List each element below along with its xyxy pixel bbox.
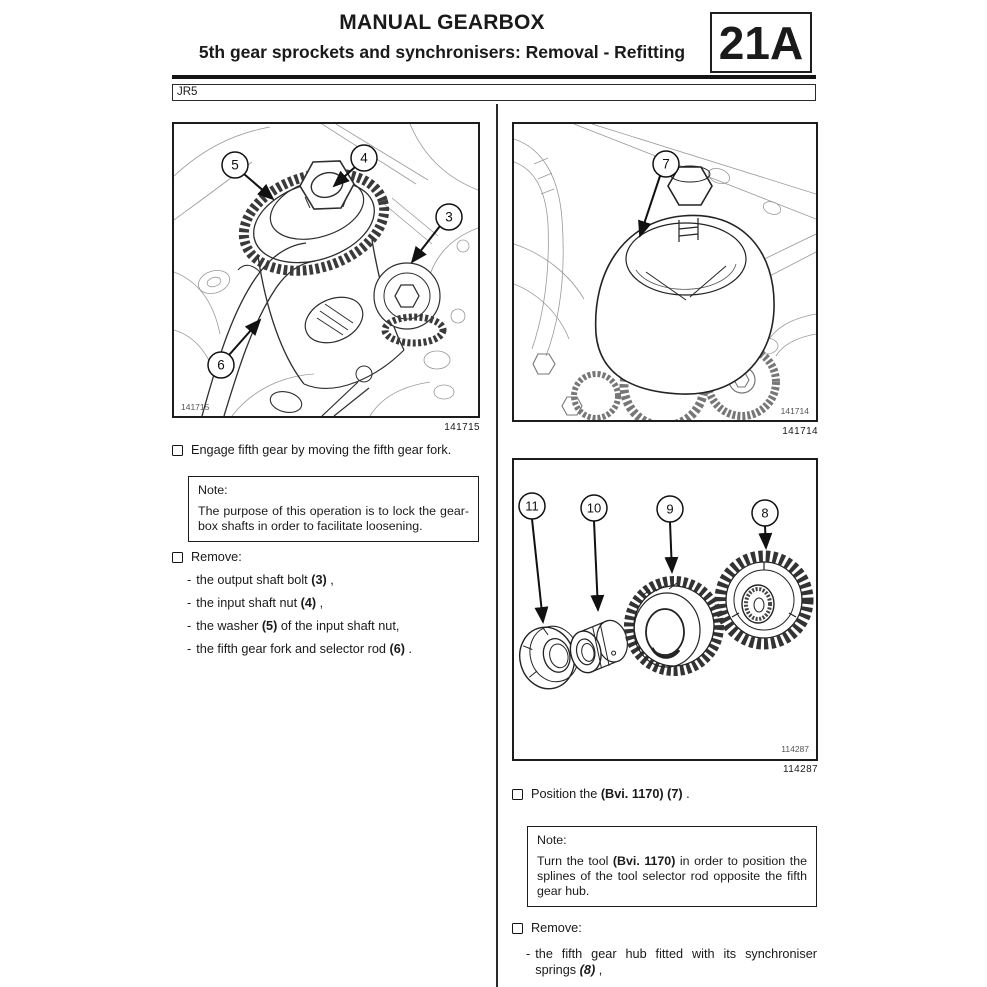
callout-number: 8 xyxy=(761,505,769,521)
step-text: Engage fifth gear by moving the fifth gear fork. xyxy=(191,443,452,457)
list-item xyxy=(187,619,479,635)
tool-fitted-illustration xyxy=(514,124,816,420)
section-code: 21A xyxy=(718,16,804,69)
item-dash: - xyxy=(526,947,531,961)
note-label: Note: xyxy=(198,483,228,497)
callout-number: 10 xyxy=(586,500,602,516)
item-dash: - xyxy=(187,596,192,610)
figure-exploded-parts xyxy=(512,458,818,761)
model-code: JR5 xyxy=(177,86,198,98)
fifth-gear-sprocket-drawing xyxy=(629,581,719,671)
checkbox-bullet-icon xyxy=(512,789,523,800)
page-subtitle: 5th gear sprockets and synchronisers: Removal - Refitting xyxy=(198,42,686,62)
list-item xyxy=(526,947,817,978)
list-item xyxy=(187,596,479,612)
list-item xyxy=(187,573,479,589)
callout-number: 6 xyxy=(217,357,225,373)
bvi-1170-tool-drawing xyxy=(596,166,774,394)
callout-number: 9 xyxy=(666,501,674,517)
exploded-parts-illustration xyxy=(514,460,816,759)
step-remove-left xyxy=(172,550,478,565)
item-text: the input shaft nut (4) , xyxy=(196,596,324,610)
page-title: MANUAL GEARBOX xyxy=(339,11,545,34)
callout-number: 4 xyxy=(360,150,368,166)
figure-caption: 141715 xyxy=(444,422,480,433)
list-item xyxy=(187,642,479,658)
figure-caption: 114287 xyxy=(782,764,818,775)
step-position-tool xyxy=(512,787,818,802)
checkbox-bullet-icon xyxy=(512,923,523,934)
note-body: Turn the tool (Bvi. 1170) in order to position the splines of the tool selector rod opposite the fifth gear hub. xyxy=(537,854,807,898)
model-code-box xyxy=(172,84,816,101)
gearbox-end-illustration xyxy=(174,124,478,416)
callout-number: 5 xyxy=(231,157,239,173)
note-box-lock-shafts xyxy=(188,476,479,542)
item-text: the washer (5) of the input shaft nut, xyxy=(196,619,400,633)
item-text: the output shaft bolt (3) , xyxy=(196,573,334,587)
step-text: Position the (Bvi. 1170) (7) . xyxy=(531,787,690,801)
item-text: the fifth gear hub fitted with its synchroniser springs (8) , xyxy=(535,947,817,977)
step-remove-right xyxy=(512,921,818,936)
checkbox-bullet-icon xyxy=(172,552,183,563)
column-divider xyxy=(496,104,498,987)
figure-tool-fitted xyxy=(512,122,818,422)
step-text: Remove: xyxy=(191,550,242,564)
note-label: Note: xyxy=(537,833,567,847)
callout-number: 7 xyxy=(662,156,670,172)
figure-inner-caption: 114287 xyxy=(781,744,809,754)
step-engage-fifth-gear xyxy=(172,443,478,458)
item-text: the fifth gear fork and selector rod (6) . xyxy=(196,642,413,656)
item-dash: - xyxy=(187,619,192,633)
fifth-gear-hub-drawing xyxy=(720,556,808,644)
item-dash: - xyxy=(187,642,192,656)
section-code-box xyxy=(710,12,812,73)
figure-gearbox-end xyxy=(172,122,480,418)
fifth-gear-assembly-drawing xyxy=(202,157,443,416)
note-body: The purpose of this operation is to lock the gear-box shafts in order to facilitate loosening. xyxy=(198,504,469,533)
item-dash: - xyxy=(187,573,192,587)
checkbox-bullet-icon xyxy=(172,445,183,456)
bushing-drawing xyxy=(566,617,633,675)
figure-inner-caption: 141714 xyxy=(780,406,809,416)
step-text: Remove: xyxy=(531,921,582,935)
figure-caption: 141714 xyxy=(782,426,818,437)
header-rule xyxy=(172,75,816,79)
callout-number: 11 xyxy=(525,498,539,514)
callout-number: 3 xyxy=(445,209,453,225)
note-box-turn-tool xyxy=(527,826,817,907)
figure-inner-caption: 141715 xyxy=(181,402,210,412)
